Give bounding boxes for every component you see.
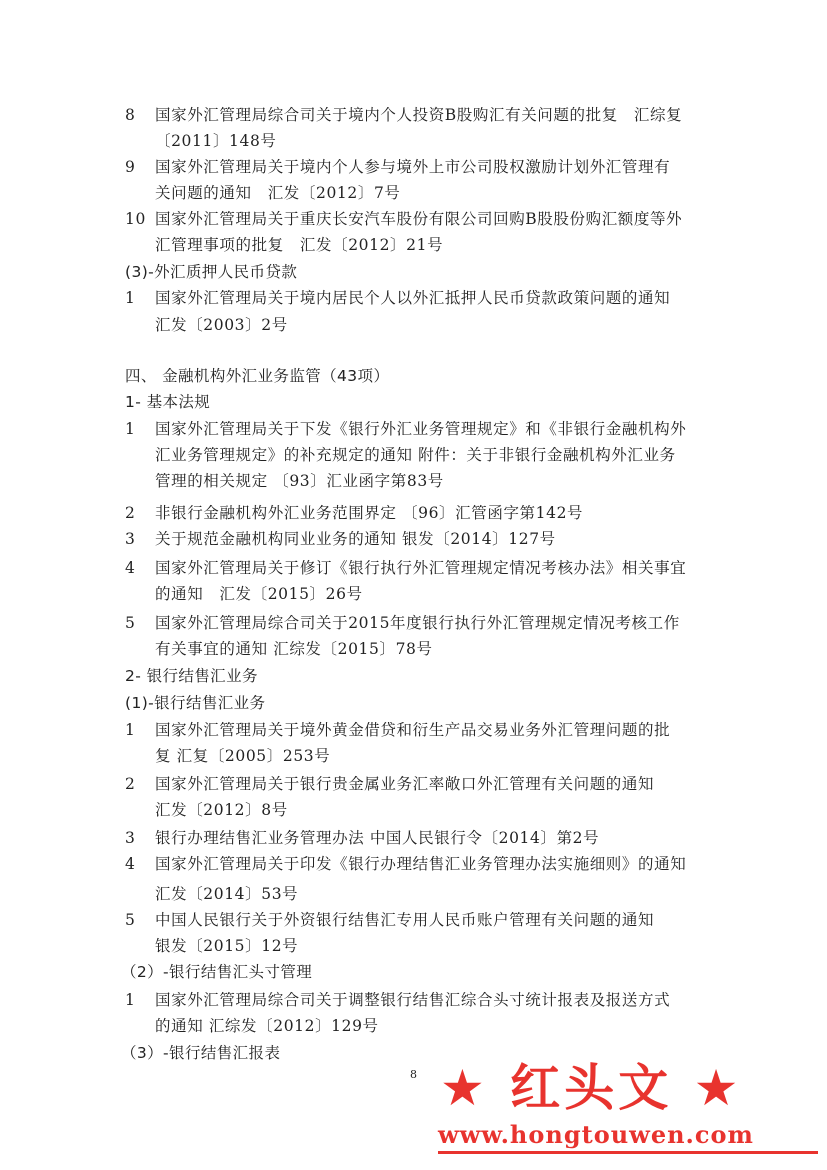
- list-item-text: 国家外汇管理局综合司关于2015年度银行执行外汇管理规定情况考核工作: [155, 614, 680, 632]
- list-item-continuation: 汇业务管理规定》的补充规定的通知 附件：关于非银行金融机构外汇业务: [155, 446, 676, 464]
- list-item-text: 国家外汇管理局关于境内个人参与境外上市公司股权激励计划外汇管理有: [155, 158, 671, 176]
- watermark-url: www.hongtouwen.com: [438, 1120, 754, 1149]
- list-item-text: 国家外汇管理局关于修订《银行执行外汇管理规定情况考核办法》相关事宜: [155, 559, 687, 577]
- list-item: [125, 501, 583, 523]
- list-item-number: 2: [125, 504, 136, 522]
- watermark-logo: ★ 红头文 ★: [440, 1059, 743, 1117]
- list-item-number: 5: [125, 911, 136, 929]
- list-item: [125, 207, 682, 229]
- list-item-number: 1: [125, 991, 136, 1009]
- list-item-number: 10: [125, 210, 146, 228]
- list-item-number: 9: [125, 158, 136, 176]
- list-item-number: 1: [125, 721, 136, 739]
- list-item: [125, 718, 670, 740]
- list-item: [125, 908, 654, 930]
- section-heading: （3）-银行结售汇报表: [121, 1044, 281, 1062]
- list-item-text: 国家外汇管理局关于下发《银行外汇业务管理规定》和《非银行金融机构外: [155, 420, 687, 438]
- list-item-text: 国家外汇管理局关于境外黄金借贷和衍生产品交易业务外汇管理问题的批: [155, 721, 671, 739]
- list-item: [125, 826, 599, 848]
- list-item-text: 国家外汇管理局关于重庆长安汽车股份有限公司回购B股股份购汇额度等外: [155, 210, 683, 228]
- list-item-continuation: 复 汇复〔2005〕253号: [155, 747, 331, 765]
- list-item-number: 1: [125, 420, 136, 438]
- list-item-text: 国家外汇管理局关于印发《银行办理结售汇业务管理办法实施细则》的通知: [155, 855, 687, 873]
- list-item-text: 中国人民银行关于外资银行结售汇专用人民币账户管理有关问题的通知: [155, 911, 655, 929]
- list-item-number: 8: [125, 106, 136, 124]
- list-item-continuation: 的通知 汇发〔2015〕26号: [155, 585, 363, 603]
- list-item-continuation: 的通知 汇综发〔2012〕129号: [155, 1017, 379, 1035]
- list-item-continuation: 汇发〔2012〕8号: [155, 801, 288, 819]
- list-item: [125, 155, 670, 177]
- list-item-number: 3: [125, 530, 136, 548]
- list-item-text: 关于规范金融机构同业业务的通知 银发〔2014〕127号: [155, 530, 556, 548]
- list-item-continuation: 关问题的通知 汇发〔2012〕7号: [155, 184, 401, 202]
- list-item-text: 国家外汇管理局综合司关于境内个人投资B股购汇有关问题的批复 汇综复: [155, 106, 683, 124]
- list-item: [125, 988, 670, 1010]
- list-item-text: 国家外汇管理局综合司关于调整银行结售汇综合头寸统计报表及报送方式: [155, 991, 671, 1009]
- list-item-text: 银行办理结售汇业务管理办法 中国人民银行令〔2014〕第2号: [155, 829, 600, 847]
- list-item: [125, 286, 670, 308]
- section-heading: 1- 基本法规: [125, 393, 211, 411]
- list-item: [125, 103, 682, 125]
- list-item-continuation: 汇发〔2003〕2号: [155, 316, 288, 334]
- page-number: 8: [410, 1068, 417, 1081]
- list-item: [125, 527, 556, 549]
- list-item: [125, 772, 654, 794]
- list-item-number: 2: [125, 775, 136, 793]
- list-item-continuation: 汇管理事项的批复 汇发〔2012〕21号: [155, 236, 444, 254]
- watermark-underline: [438, 1151, 818, 1154]
- section-heading: 四、 金融机构外汇业务监管（43项）: [125, 367, 390, 385]
- list-item-continuation: 银发〔2015〕12号: [155, 937, 299, 955]
- section-heading: (3)-外汇质押人民币贷款: [125, 263, 298, 281]
- section-heading: (1)-银行结售汇业务: [125, 694, 266, 712]
- list-item-continuation: 有关事宜的通知 汇综发〔2015〕78号: [155, 640, 433, 658]
- list-item-text: 非银行金融机构外汇业务范围界定 〔96〕汇管函字第142号: [155, 504, 584, 522]
- list-item: [125, 417, 686, 439]
- list-item-number: 4: [125, 559, 136, 577]
- section-heading: （2）-银行结售汇头寸管理: [121, 963, 313, 981]
- list-item: [125, 556, 686, 578]
- list-item-number: 4: [125, 855, 136, 873]
- list-item-continuation: 〔2011〕148号: [155, 132, 277, 150]
- list-item-text: 国家外汇管理局关于境内居民个人以外汇抵押人民币贷款政策问题的通知: [155, 289, 671, 307]
- list-item: [125, 611, 680, 633]
- list-item-text: 国家外汇管理局关于银行贵金属业务汇率敞口外汇管理有关问题的通知: [155, 775, 655, 793]
- list-item: [125, 852, 686, 874]
- list-item-continuation: 汇发〔2014〕53号: [155, 885, 299, 903]
- list-item-continuation: 管理的相关规定 〔93〕汇业函字第83号: [155, 472, 444, 490]
- section-heading: 2- 银行结售汇业务: [125, 667, 258, 685]
- list-item-number: 1: [125, 289, 136, 307]
- list-item-number: 5: [125, 614, 136, 632]
- list-item-number: 3: [125, 829, 136, 847]
